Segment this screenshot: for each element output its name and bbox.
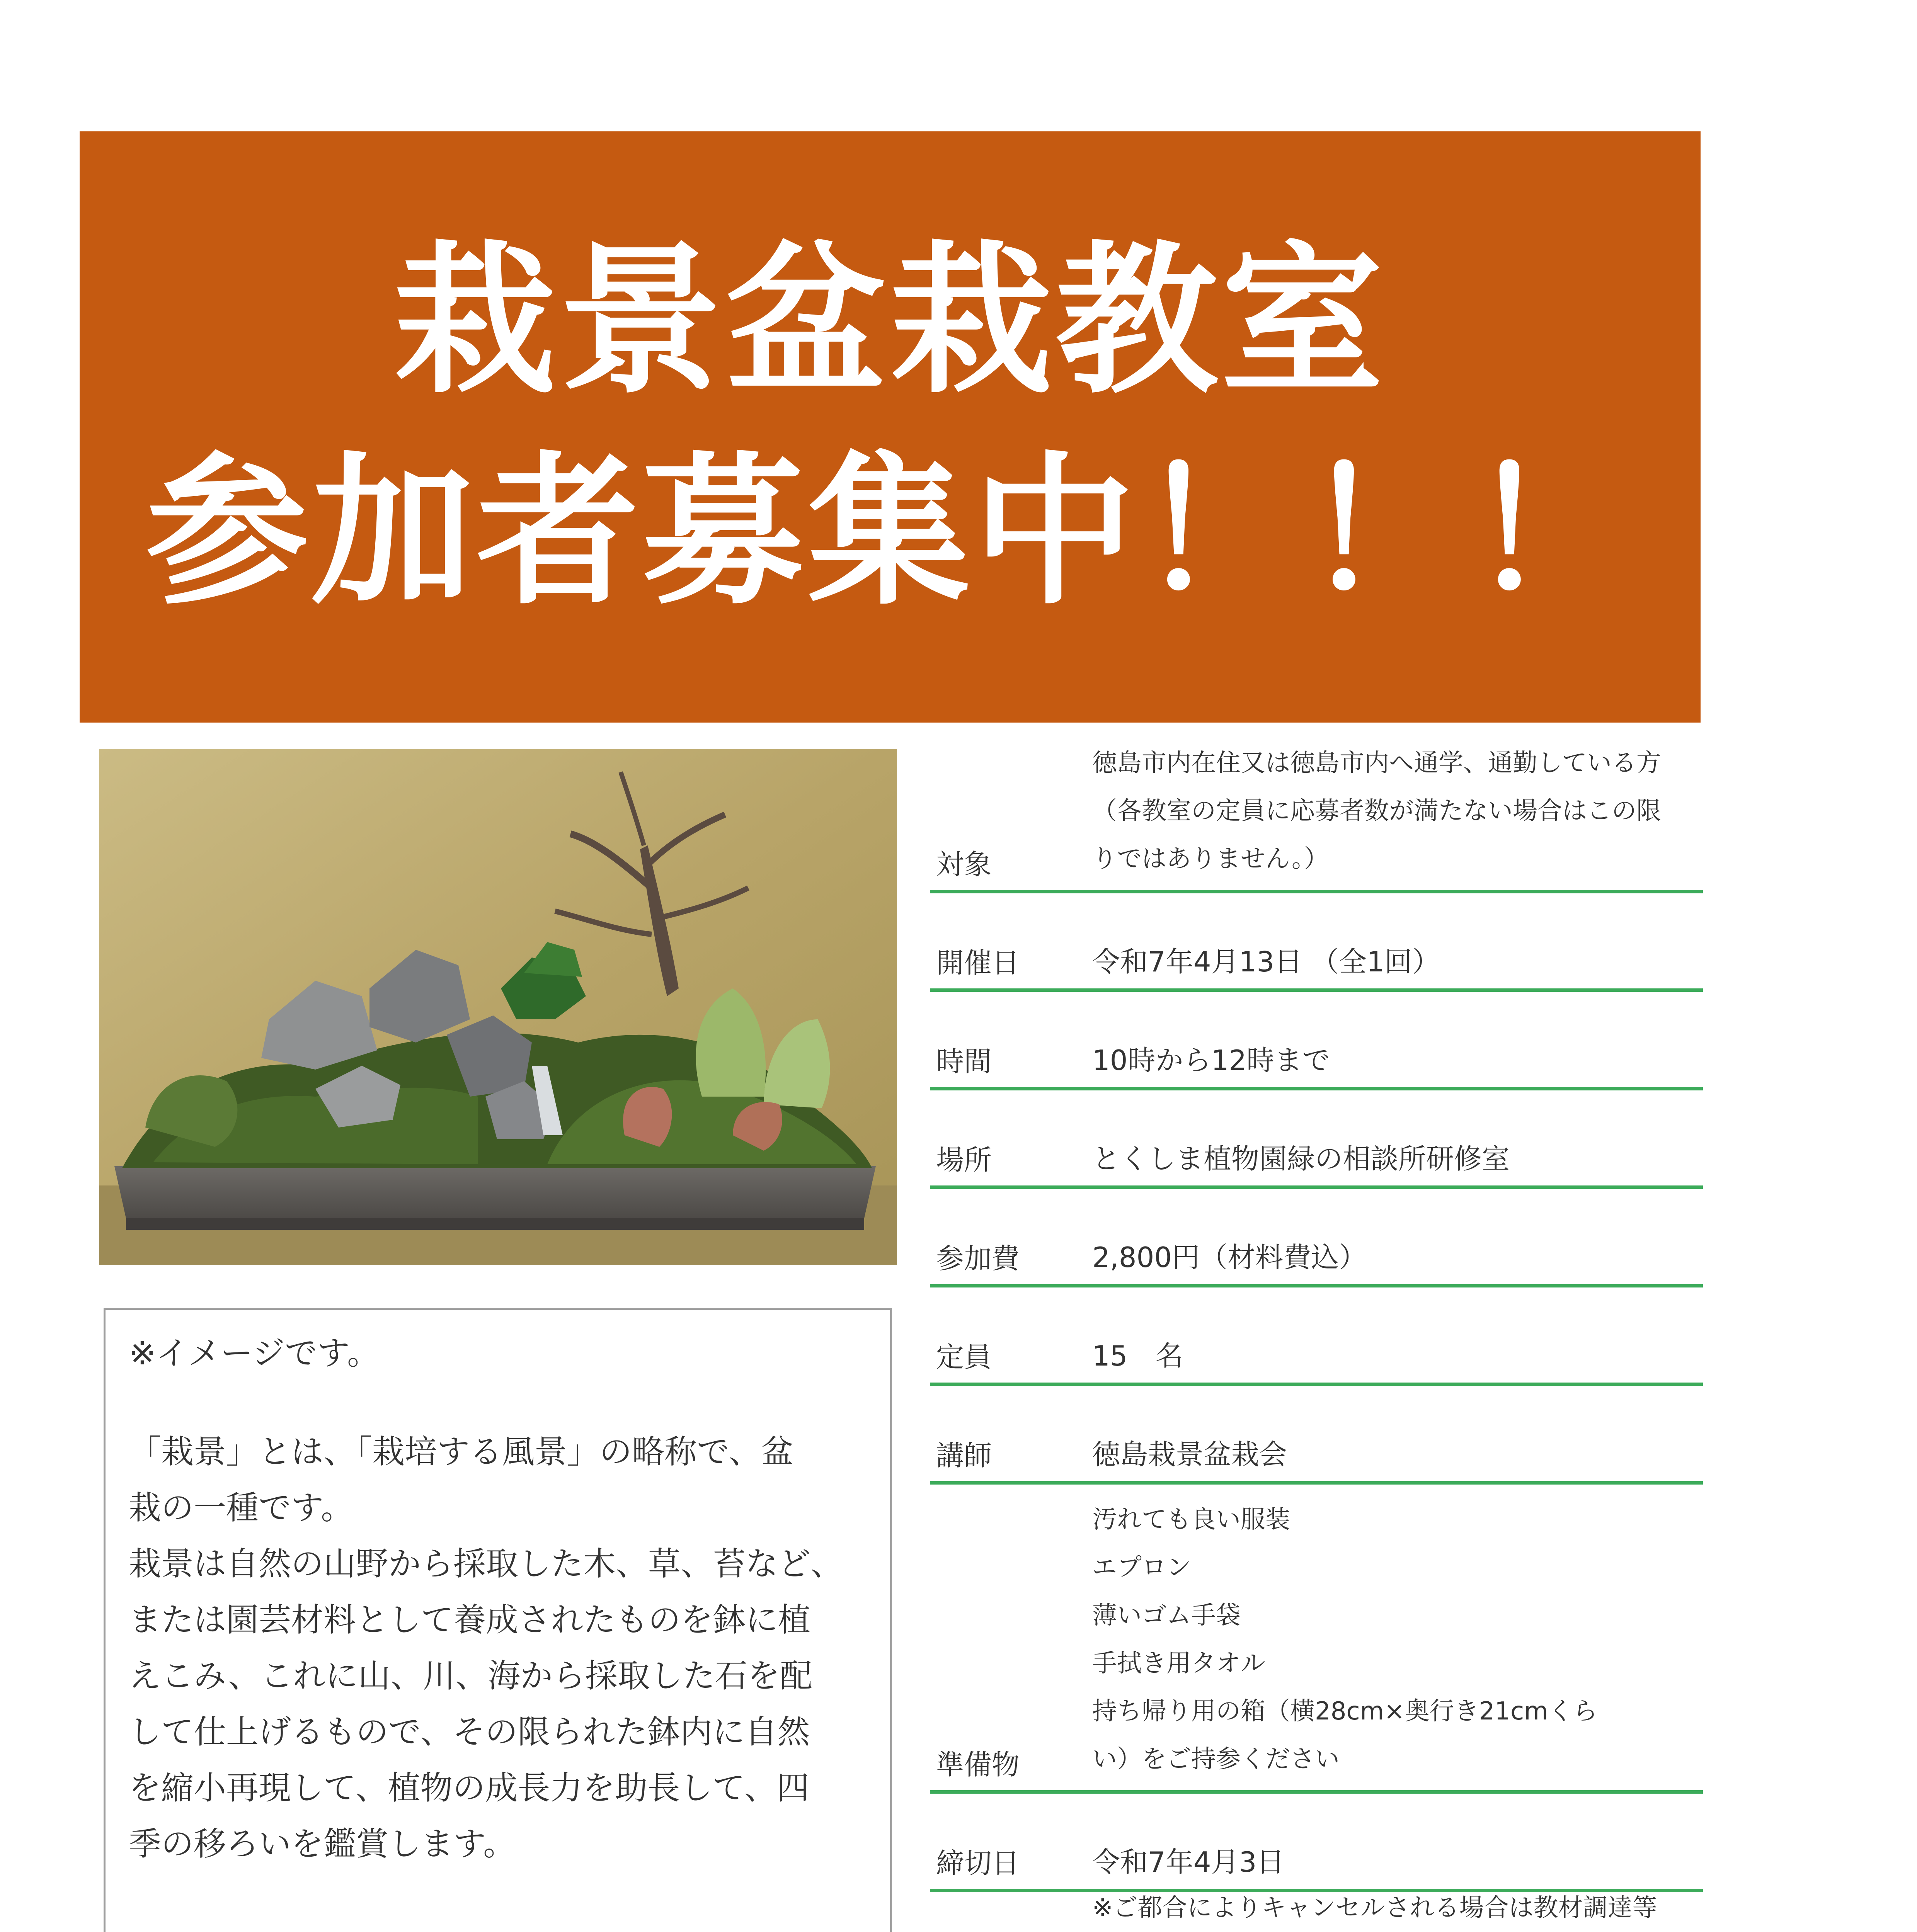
detail-value xyxy=(1092,1496,1695,1783)
detail-row-fee xyxy=(930,1189,1703,1287)
detail-row-supplies xyxy=(930,1485,1703,1794)
detail-row-date xyxy=(930,893,1703,992)
title-line-1: 栽景盆栽教室 xyxy=(394,227,1386,416)
description-line: して仕上げるもので、その限られた鉢内に自然 xyxy=(129,1713,810,1751)
detail-value xyxy=(1092,739,1695,883)
detail-value-line: 徳島市内在住又は徳島市内へ通学、通勤している方 xyxy=(1092,749,1661,777)
supply-item: エプロン xyxy=(1092,1553,1191,1582)
detail-value: とくしま植物園緑の相談所研修室 xyxy=(1092,1143,1510,1175)
detail-value: 15 名 xyxy=(1092,1340,1183,1372)
detail-label: 定員 xyxy=(936,1341,992,1373)
supply-item: い）をご持参ください xyxy=(1092,1745,1340,1774)
detail-value: 2,800円（材料費込） xyxy=(1092,1241,1367,1274)
detail-value: 10時から12時まで xyxy=(1092,1044,1330,1077)
supply-item: 薄いゴム手袋 xyxy=(1092,1601,1241,1630)
description-box xyxy=(104,1308,892,1932)
bonsai-photo xyxy=(99,749,897,1265)
title-banner xyxy=(80,131,1701,723)
detail-label: 開催日 xyxy=(936,947,1020,979)
supply-item: 手拭き用タオル xyxy=(1092,1649,1265,1678)
description-line: えこみ、これに山、川、海から採取した石を配 xyxy=(129,1657,813,1695)
supply-item: 汚れても良い服装 xyxy=(1092,1505,1290,1534)
detail-value: 令和7年4月3日 xyxy=(1092,1846,1285,1879)
detail-value-line: （各教室の定員に応募者数が満たない場合はこの限 xyxy=(1092,797,1661,825)
detail-label: 対象 xyxy=(936,848,992,881)
detail-value xyxy=(1092,1884,1695,1932)
description-line: 季の移ろいを鑑賞します。 xyxy=(129,1825,516,1863)
detail-label: 場所 xyxy=(936,1144,992,1176)
detail-label: 締切日 xyxy=(936,1847,1020,1879)
detail-row-capacity xyxy=(930,1287,1703,1386)
detail-row-place xyxy=(930,1090,1703,1189)
title-line-2: 参加者募集中！！！ xyxy=(146,438,1634,627)
detail-row-time xyxy=(930,992,1703,1090)
detail-label: 準備物 xyxy=(936,1748,1020,1781)
remark-line: ※ご都合によりキャンセルされる場合は教材調達等 xyxy=(1092,1894,1657,1922)
description-line: 「栽景」とは、「栽培する風景」の略称で、盆 xyxy=(129,1433,794,1471)
bonsai-landscape-image xyxy=(99,749,897,1265)
detail-value: 令和7年4月13日 （全1回） xyxy=(1092,946,1440,978)
supply-item: 持ち帰り用の箱（横28cm×奥行き21cmくら xyxy=(1092,1697,1598,1726)
detail-row-instructor xyxy=(930,1386,1703,1485)
detail-label: 時間 xyxy=(936,1045,992,1078)
detail-label: 講師 xyxy=(936,1439,992,1472)
detail-value: 徳島栽景盆栽会 xyxy=(1092,1438,1287,1471)
description-line: または園芸材料として養成されたものを鉢に植 xyxy=(129,1601,811,1639)
detail-row-remarks xyxy=(930,1892,1703,1932)
description-line: 栽の一種です。 xyxy=(129,1489,354,1527)
detail-label: 参加費 xyxy=(936,1242,1020,1275)
detail-row-deadline xyxy=(930,1794,1703,1892)
description-line: 栽景は自然の山野から採取した木、草、苔など、 xyxy=(129,1545,843,1583)
image-note: ※イメージです。 xyxy=(129,1334,380,1372)
description-line: を縮小再現して、植物の成長力を助長して、四 xyxy=(129,1769,809,1807)
detail-value-line: りではありません。） xyxy=(1092,845,1329,873)
detail-row-target xyxy=(930,750,1703,893)
